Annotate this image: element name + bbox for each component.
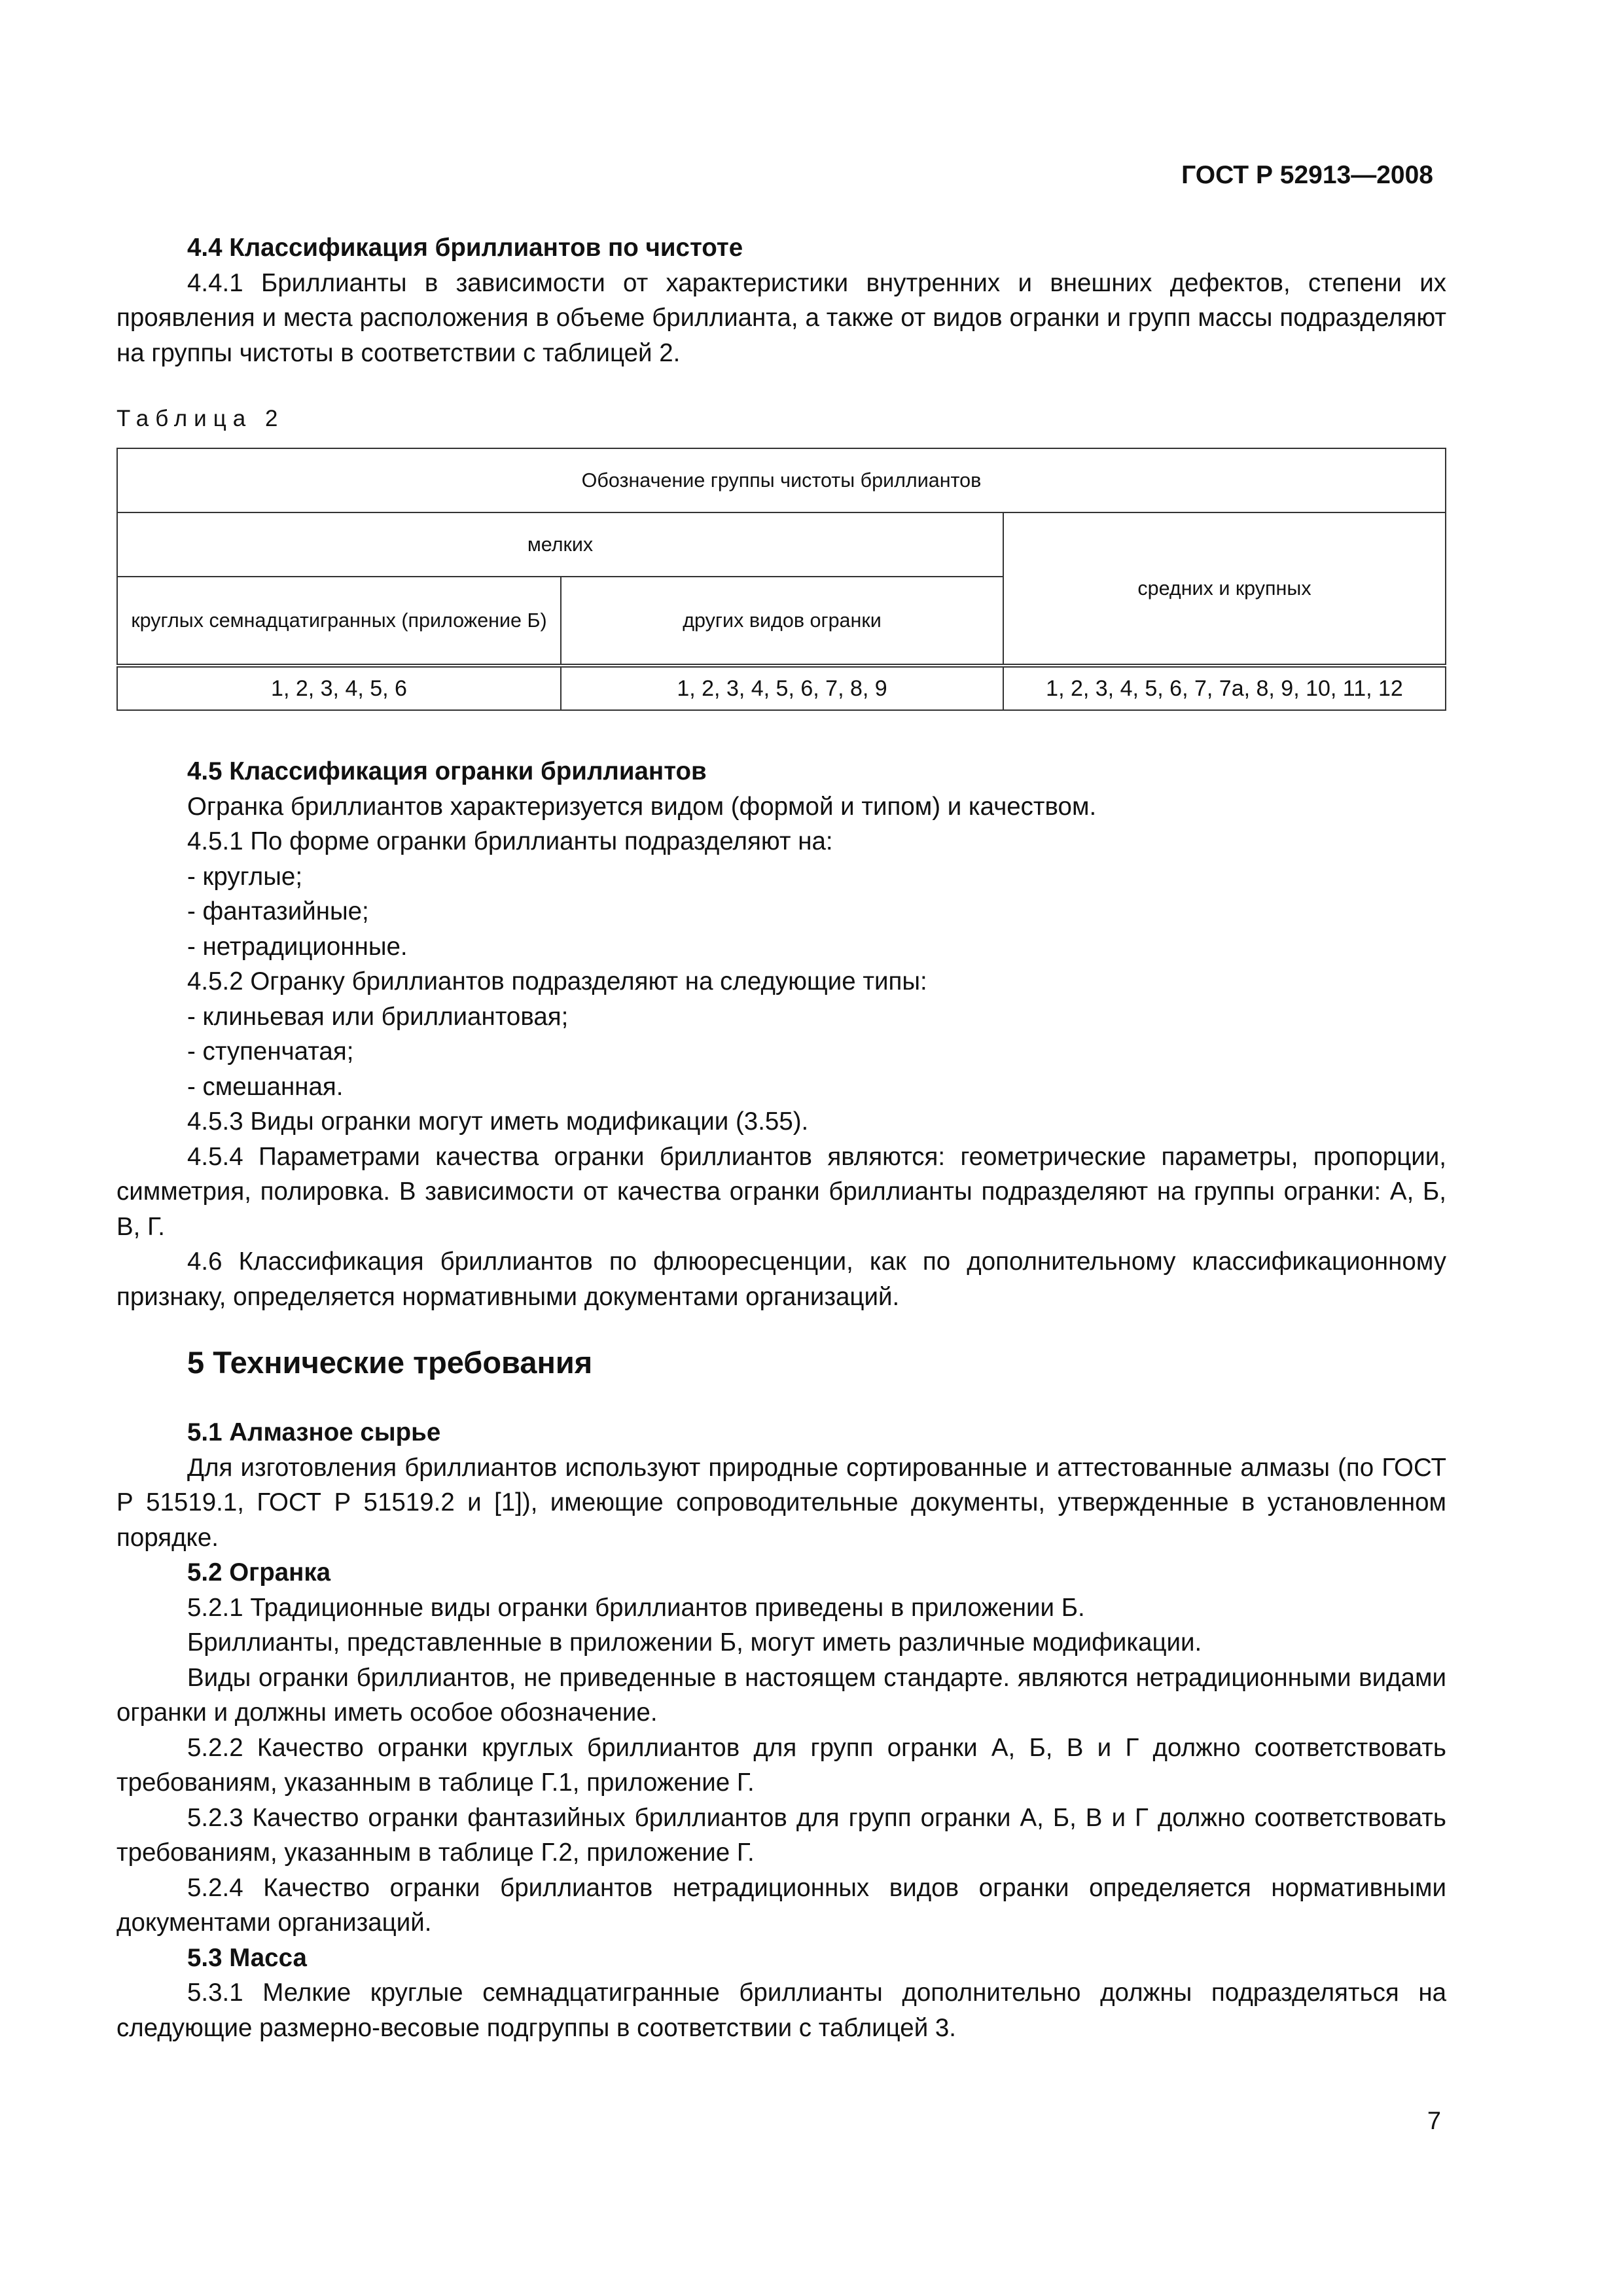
table-2 [116, 448, 1446, 711]
list-item: - смешанная. [187, 1072, 344, 1101]
list-item: - нетрадиционные. [187, 932, 408, 961]
table-2-data-other-cuts: 1, 2, 3, 4, 5, 6, 7, 8, 9 [561, 666, 1003, 710]
page-number: 7 [1427, 2108, 1441, 2135]
paragraph-5-3-1: 5.3.1 Мелкие круглые семнадцатигранные бриллианты дополнительно должны подразделяться на следующие размерно-весовые подгруппы в соответствии с таблицей 3. [116, 1979, 1446, 2042]
section-5-2-heading: 5.2 Огранка [187, 1558, 331, 1587]
table-2-header-row [117, 448, 1446, 512]
table-2-data-medium-large: 1, 2, 3, 4, 5, 6, 7, 7а, 8, 9, 10, 11, 12 [1003, 666, 1446, 710]
section-4-5-heading: 4.5 Классификация огранки бриллиантов [187, 757, 707, 785]
paragraph-5-2-2: 5.2.2 Качество огранки круглых бриллиантов для групп огранки А, Б, В и Г должно соответствовать требованиям, указанным в таблице Г.1, приложение Г. [116, 1733, 1446, 1797]
paragraph-5-2-3: 5.2.3 Качество огранки фантазийных бриллиантов для групп огранки А, Б, В и Г должно соответствовать требованиям, указанным в таблице Г.2, приложение Г. [116, 1803, 1446, 1867]
document-id: ГОСТ Р 52913—2008 [1181, 161, 1433, 189]
section-4-4-heading: 4.4 Классификация бриллиантов по чистоте [187, 234, 743, 262]
paragraph-4-5-2: 4.5.2 Огранку бриллиантов подразделяют на следующие типы: [187, 967, 927, 996]
paragraph-5-2-4: 5.2.4 Качество огранки бриллиантов нетрадиционных видов огранки определяется нормативными документами организаций. [116, 1873, 1446, 1937]
section-5-1-heading: 5.1 Алмазное сырье [187, 1418, 441, 1446]
table-row [117, 666, 1446, 710]
section-5 [116, 1415, 1446, 2045]
section-5-3-heading: 5.3 Масса [187, 1943, 307, 1972]
paragraph-5-2-1-c: Виды огранки бриллиантов, не приведенные в настоящем стандарте. являются нетрадиционными видами огранки и должны иметь особое обозначение. [116, 1663, 1446, 1727]
paragraph-4-4-1: 4.4.1 Бриллианты в зависимости от характеристики внутренних и внешних дефектов, степени их проявления и места расположения в объеме бриллианта, а также от видов огранки и групп массы подразделяют на группы чистоты в соответствии с таблицей 2. [116, 268, 1446, 367]
paragraph-4-5-1: 4.5.1 По форме огранки бриллианты подразделяют на: [187, 827, 833, 855]
list-item: - фантазийные; [187, 897, 369, 925]
table-2-caption: Таблица 2 [116, 406, 285, 431]
table-2-header-round17: круглых семнадцатигранных (приложение Б) [117, 577, 561, 666]
table-2-header-medium-large: средних и крупных [1003, 512, 1446, 666]
list-item: - ступенчатая; [187, 1037, 354, 1066]
list-item: - клиньевая или бриллиантовая; [187, 1002, 569, 1031]
table-2-header-other-cuts: других видов огранки [561, 577, 1003, 666]
table-2-data-round17: 1, 2, 3, 4, 5, 6 [117, 666, 561, 710]
paragraph-4-5-4: 4.5.4 Параметрами качества огранки бриллиантов являются: геометрические параметры, пропорции, симметрия, полировка. В зависимости от качества огранки бриллианты подразделяют на группы огранки: А, Б, В, Г. [116, 1142, 1446, 1241]
section-4-5 [116, 754, 1446, 1314]
paragraph-4-5-3: 4.5.3 Виды огранки могут иметь модификации (3.55). [187, 1107, 809, 1136]
table-2-subheader-row [117, 512, 1446, 577]
paragraph-5-2-1: 5.2.1 Традиционные виды огранки бриллиантов приведены в приложении Б. [187, 1593, 1085, 1622]
paragraph-4-5-intro: Огранка бриллиантов характеризуется видом (формой и типом) и качеством. [187, 792, 1097, 821]
paragraph-5-1: Для изготовления бриллиантов используют природные сортированные и аттестованные алмазы (по ГОСТ Р 51519.1, ГОСТ Р 51519.2 и [1]), имеющие сопроводительные документы, утвержденные в установленном порядке. [116, 1453, 1446, 1552]
paragraph-5-2-1-b: Бриллианты, представленные в приложении Б, могут иметь различные модификации. [187, 1628, 1202, 1657]
table-2-header-small: мелких [117, 512, 1003, 577]
list-item: - круглые; [187, 862, 303, 891]
section-4-4 [116, 230, 1446, 370]
section-5-title: 5 Технические требования [187, 1345, 593, 1380]
paragraph-4-6: 4.6 Классификация бриллиантов по флюоресценции, как по дополнительному классификационному признаку, определяется нормативными документами организаций. [116, 1247, 1446, 1311]
table-2-header-main: Обозначение группы чистоты бриллиантов [117, 448, 1446, 512]
